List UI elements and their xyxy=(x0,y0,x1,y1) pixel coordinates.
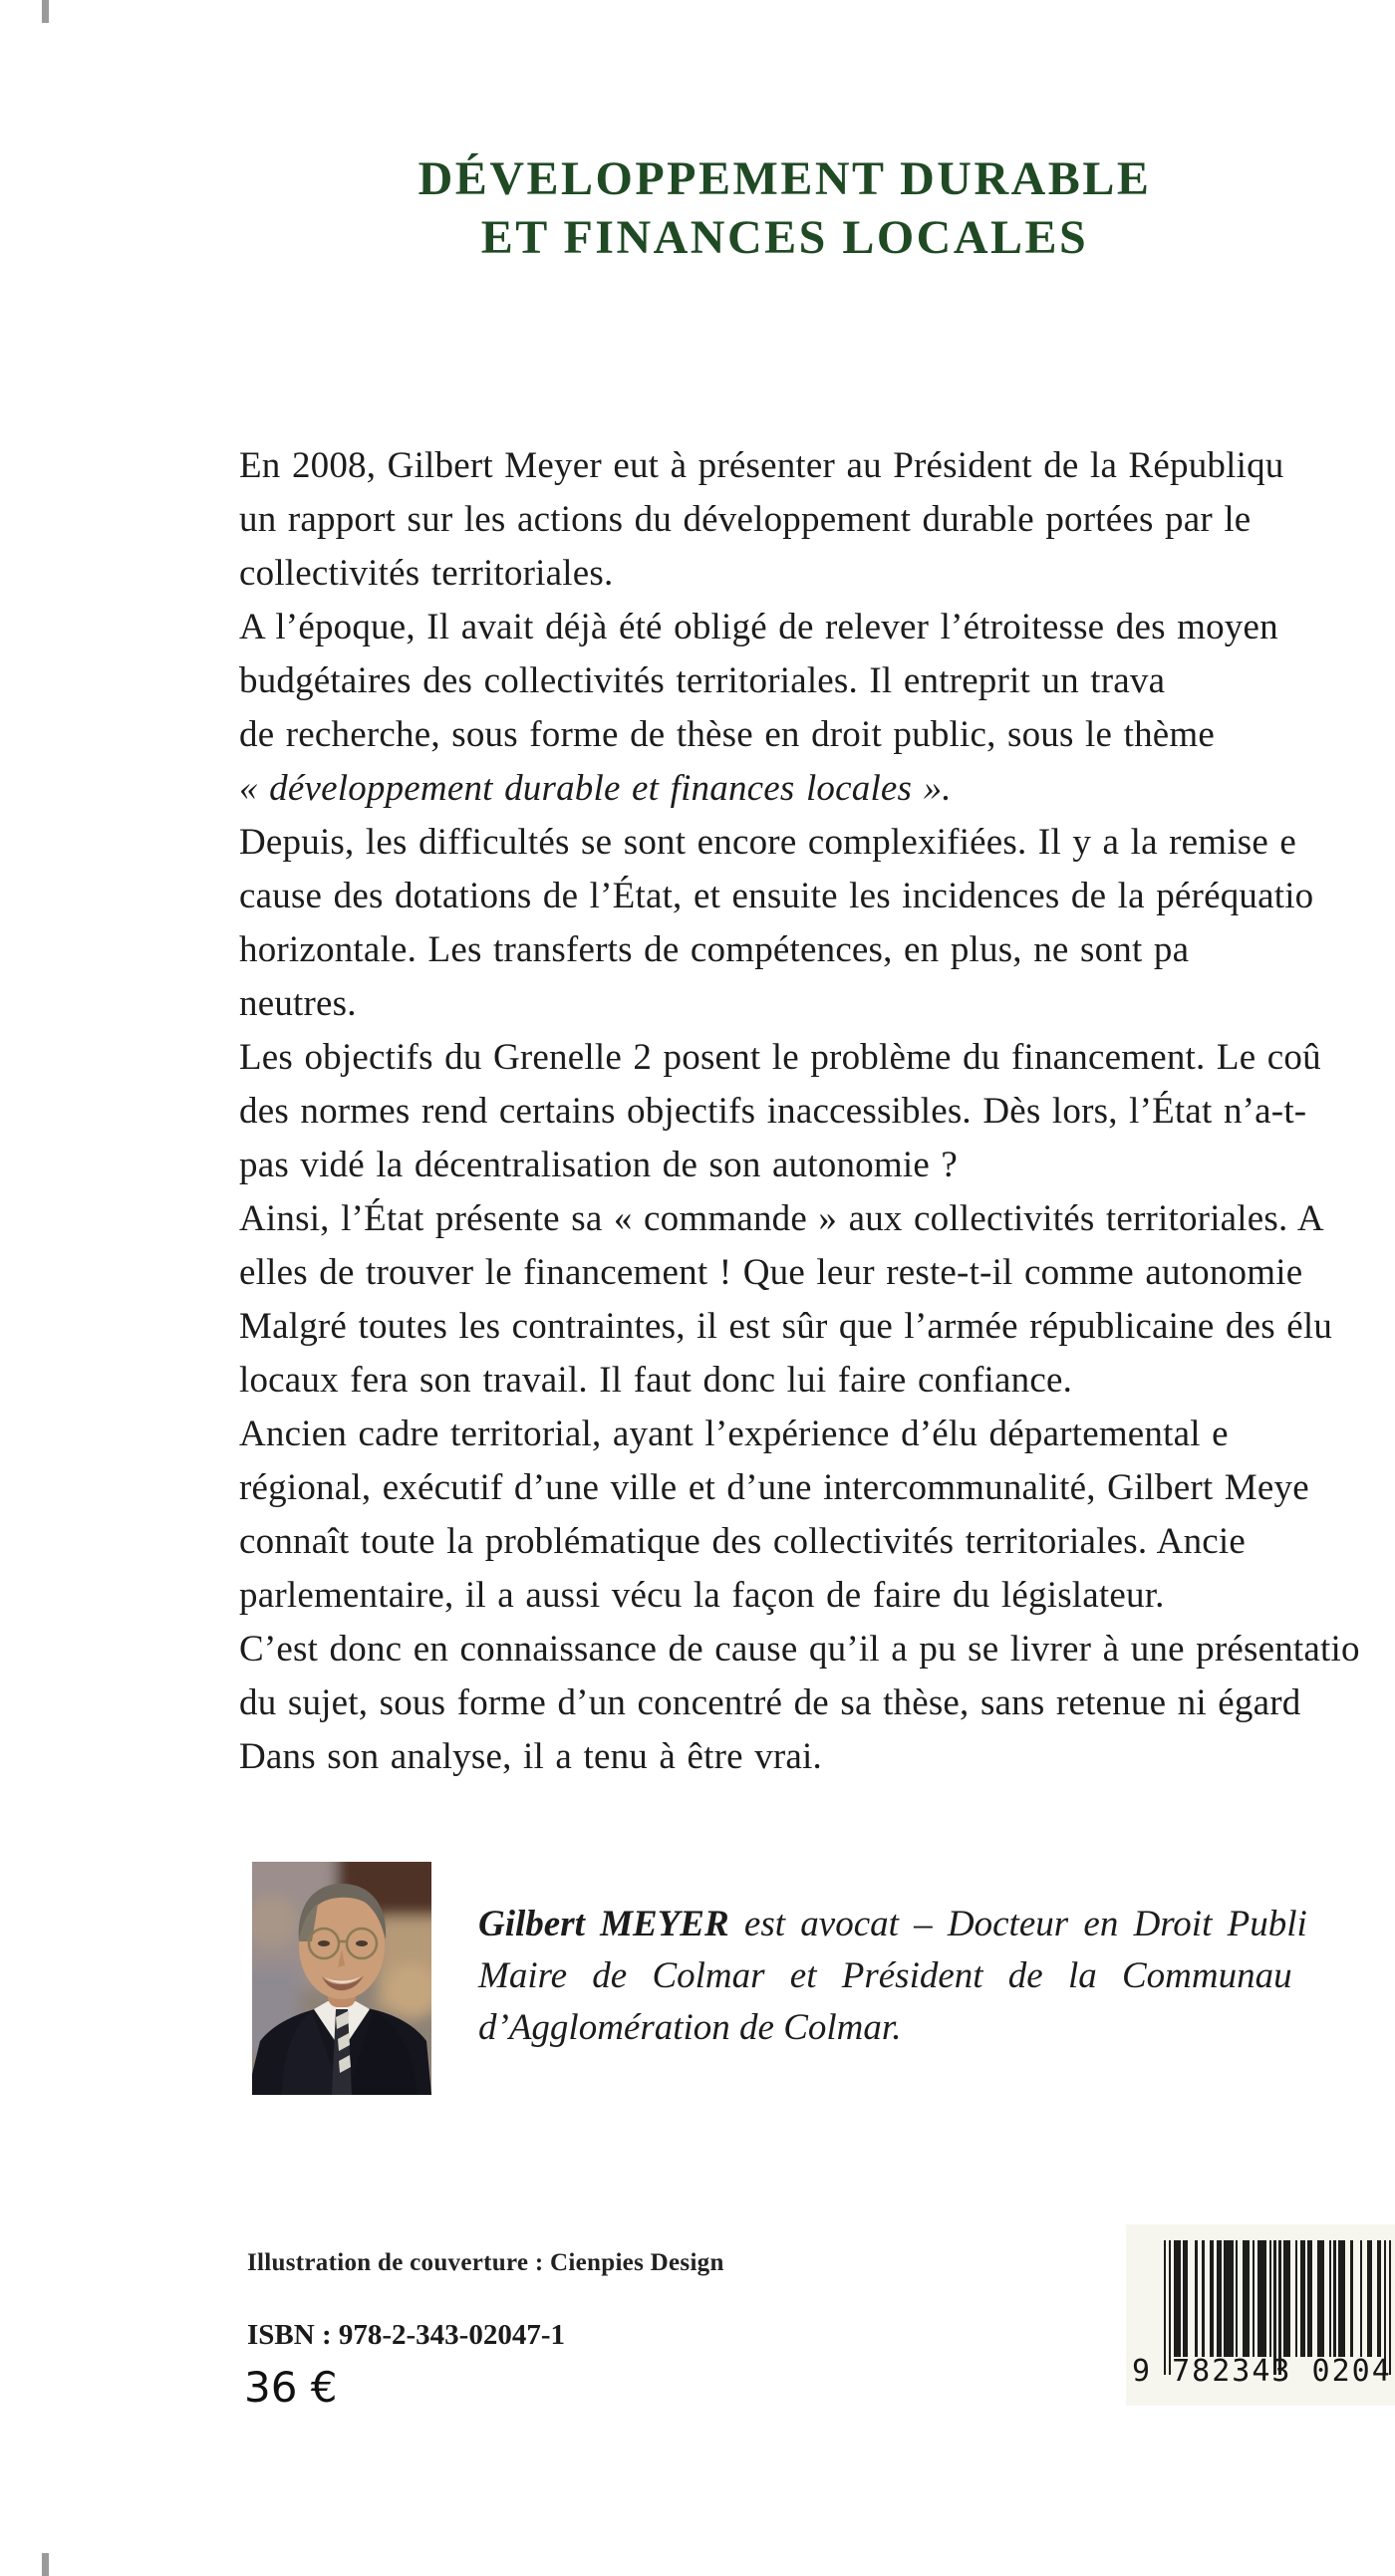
barcode xyxy=(1126,2224,1395,2406)
body-line: Malgré toutes les contraintes, il est sûr que l’armée républicaine des élu xyxy=(239,1306,1333,1347)
body-line: des normes rend certains objectifs inaccessibles. Dès lors, l’État n’a-t- xyxy=(239,1091,1307,1132)
body-line: régional, exécutif d’une ville et d’une intercommunalité, Gilbert Meye xyxy=(239,1467,1309,1508)
body-line: de recherche, sous forme de thèse en droit public, sous le thème xyxy=(239,714,1216,755)
body-line: neutres. xyxy=(239,983,357,1024)
barcode-bar xyxy=(1369,2240,1371,2357)
author-photo-image xyxy=(252,1862,431,2095)
barcode-bar xyxy=(1236,2240,1238,2357)
author-bio-line: Gilbert MEYER est avocat – Docteur en Droit Publi xyxy=(478,1904,1307,1944)
barcode-bar xyxy=(1178,2240,1180,2357)
body-line: locaux fera son travail. Il faut donc lui faire confiance. xyxy=(239,1360,1073,1401)
crop-mark-top xyxy=(42,0,49,23)
illustration-credit: Illustration de couverture : Cienpies Design xyxy=(247,2249,724,2276)
body-line: Ancien cadre territorial, ayant l’expérience d’élu départemental e xyxy=(239,1414,1229,1454)
body-line: C’est donc en connaissance de cause qu’il a pu se livrer à une présentatio xyxy=(239,1629,1360,1670)
author-bio-line: d’Agglomération de Colmar. xyxy=(478,2007,902,2048)
body-line: du sujet, sous forme d’un concentré de sa thèse, sans retenue ni égard xyxy=(239,1682,1301,1723)
crop-mark-bottom xyxy=(42,2553,49,2576)
barcode-bar xyxy=(1333,2240,1335,2357)
barcode-bar xyxy=(1360,2240,1362,2357)
price: 36 € xyxy=(244,2363,338,2412)
body-line: En 2008, Gilbert Meyer eut à présenter au Président de la Républiqu xyxy=(239,445,1284,486)
barcode-bar xyxy=(1350,2240,1352,2357)
body-line: Ainsi, l’État présente sa « commande » aux collectivités territoriales. A xyxy=(239,1198,1324,1239)
body-line: cause des dotations de l’État, et ensuite les incidences de la péréquatio xyxy=(239,876,1314,916)
body-line: Les objectifs du Grenelle 2 posent le problème du financement. Le coû xyxy=(239,1037,1321,1078)
barcode-bar xyxy=(1219,2240,1221,2357)
body-text xyxy=(239,439,1395,1784)
body-line: Depuis, les difficultés se sont encore complexifiées. Il y a la remise e xyxy=(239,822,1297,863)
author-bio xyxy=(478,1899,1395,2054)
barcode-bar xyxy=(1309,2240,1311,2357)
author-bio-line: Maire de Colmar et Président de la Communau xyxy=(478,1955,1292,1996)
barcode-bar xyxy=(1202,2240,1204,2357)
book-title xyxy=(189,149,1380,267)
barcode-bar xyxy=(1231,2240,1233,2357)
barcode-bar xyxy=(1186,2240,1188,2357)
body-line: Dans son analyse, il a tenu à être vrai. xyxy=(239,1736,822,1777)
body-line: « développement durable et finances locales ». xyxy=(239,768,952,809)
barcode-bar xyxy=(1288,2240,1290,2357)
barcode-bar xyxy=(1302,2240,1304,2357)
barcode-bar xyxy=(1321,2240,1323,2357)
author-photo xyxy=(252,1862,431,2095)
barcode-bar xyxy=(1295,2240,1297,2357)
body-line: horizontale. Les transferts de compétences, en plus, ne sont pa xyxy=(239,929,1190,970)
body-line: un rapport sur les actions du développement durable portées par le xyxy=(239,499,1252,540)
barcode-bar xyxy=(1253,2240,1255,2357)
isbn-line: ISBN : 978-2-343-02047-1 xyxy=(247,2319,565,2351)
body-line: connaît toute la problématique des collectivités territoriales. Ancie xyxy=(239,1521,1247,1562)
body-line: collectivités territoriales. xyxy=(239,553,614,594)
barcode-digits: 9 782343 0204 xyxy=(1132,2354,1392,2389)
body-line: budgétaires des collectivités territoriales. Il entreprit un trava xyxy=(239,660,1166,701)
body-line: pas vidé la décentralisation de son autonomie ? xyxy=(239,1145,959,1185)
book-title-line-1: DÉVELOPPEMENT DURABLE xyxy=(418,152,1152,205)
barcode-bar xyxy=(1264,2240,1266,2357)
barcode-bar xyxy=(1343,2240,1345,2357)
body-line: A l’époque, Il avait déjà été obligé de relever l’étroitesse des moyen xyxy=(239,607,1278,647)
barcode-bar xyxy=(1212,2240,1214,2357)
body-line: parlementaire, il a aussi vécu la façon de faire du législateur. xyxy=(239,1575,1165,1616)
book-title-line-2: ET FINANCES LOCALES xyxy=(480,211,1089,264)
barcode-bar xyxy=(1379,2240,1381,2357)
barcode-bar xyxy=(1195,2240,1197,2357)
body-line: elles de trouver le financement ! Que leur reste-t-il comme autonomie xyxy=(239,1252,1303,1293)
barcode-bar xyxy=(1269,2240,1271,2357)
barcode-bar xyxy=(1248,2240,1250,2357)
barcode-bar xyxy=(1329,2240,1331,2357)
